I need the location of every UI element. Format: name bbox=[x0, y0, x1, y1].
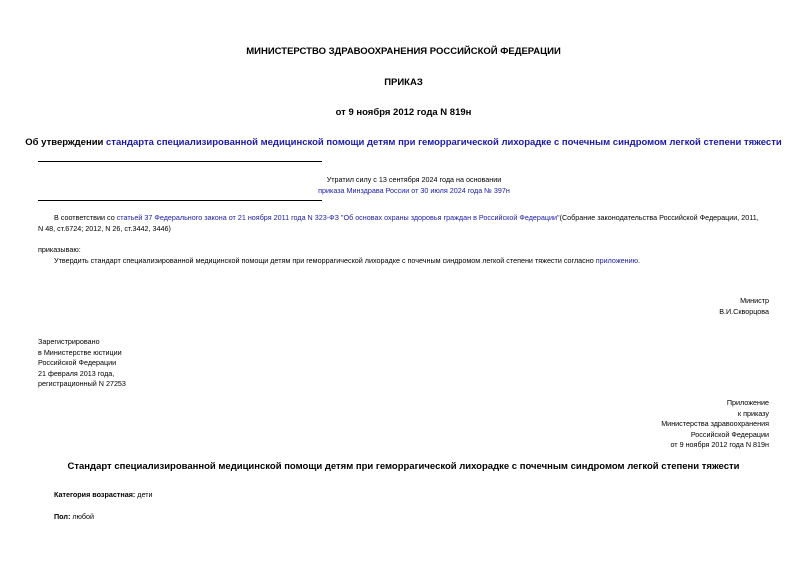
document-type: ПРИКАЗ bbox=[384, 77, 423, 88]
age-category bbox=[54, 490, 153, 501]
signature-role: Министр bbox=[740, 296, 769, 305]
order-title bbox=[0, 137, 807, 148]
signature-name: В.И.Скворцова bbox=[719, 306, 769, 316]
appendix-link[interactable]: приложению bbox=[595, 256, 638, 265]
law-article-link[interactable]: статьей 37 Федерального закона от 21 ноября 2011 года N 323-ФЗ "Об основах охраны здоровья граждан в Российской Федерации" bbox=[116, 213, 560, 222]
approval-end: . bbox=[638, 256, 640, 265]
approval-paragraph bbox=[54, 256, 640, 267]
preamble-prefix: В соответствии со bbox=[54, 213, 117, 222]
age-category-label: Категория возрастная: bbox=[54, 490, 136, 499]
sex-category bbox=[54, 512, 94, 523]
registration-line: Российской Федерации bbox=[38, 358, 117, 367]
sex-label: Пол: bbox=[54, 512, 71, 521]
ministry-heading: МИНИСТЕРСТВО ЗДРАВООХРАНЕНИЯ РОССИЙСКОЙ ФЕДЕРАЦИИ bbox=[246, 46, 561, 57]
appendix-line: от 9 ноября 2012 года N 819н bbox=[670, 440, 769, 449]
status-note bbox=[300, 175, 528, 196]
order-date-number: от 9 ноября 2012 года N 819н bbox=[335, 107, 472, 118]
appendix-line: Российской Федерации bbox=[690, 429, 769, 439]
registration-block bbox=[38, 337, 126, 390]
appendix-line: Министерства здравоохранения bbox=[661, 419, 769, 428]
title-prefix: Об утверждении bbox=[25, 137, 107, 148]
registration-line: регистрационный N 27253 bbox=[38, 379, 126, 388]
appendix-block bbox=[570, 398, 769, 451]
divider-top bbox=[38, 161, 322, 162]
approval-text: Утвердить стандарт специализированной медицинской помощи детям при геморрагической лихорадке с почечным синдромом легкой степени тяжести согласно bbox=[54, 256, 596, 265]
preamble-paragraph bbox=[38, 213, 773, 234]
signature-block bbox=[570, 296, 769, 317]
registration-line: Зарегистрировано bbox=[38, 337, 100, 346]
status-line: Утратил силу с 13 сентября 2024 года на основании bbox=[326, 175, 502, 184]
preamble-source-continued: N 48, ст.6724; 2012, N 26, ст.3442, 3446) bbox=[38, 223, 171, 233]
registration-line: 21 февраля 2013 года, bbox=[38, 368, 115, 378]
age-category-value: дети bbox=[135, 490, 153, 499]
registration-line: в Министерстве юстиции bbox=[38, 347, 122, 357]
status-repeal-link[interactable]: приказа Минздрава России от 30 июля 2024 года № 397н bbox=[318, 185, 510, 195]
appendix-line: Приложение bbox=[726, 398, 769, 407]
sex-value: любой bbox=[70, 512, 95, 521]
standard-title: Стандарт специализированной медицинской помощи детям при геморрагической лихорадке с почечным синдромом легкой степени тяжести bbox=[67, 461, 740, 472]
order-word: приказываю: bbox=[38, 245, 81, 254]
divider-bottom bbox=[38, 200, 322, 201]
title-standard-link[interactable]: стандарта специализированной медицинской помощи детям при геморрагической лихорадке с почечным синдромом легкой степени тяжести bbox=[106, 137, 782, 148]
preamble-source: (Собрание законодательства Российской Федерации, 2011, bbox=[559, 213, 759, 222]
appendix-line: к приказу bbox=[737, 408, 769, 418]
